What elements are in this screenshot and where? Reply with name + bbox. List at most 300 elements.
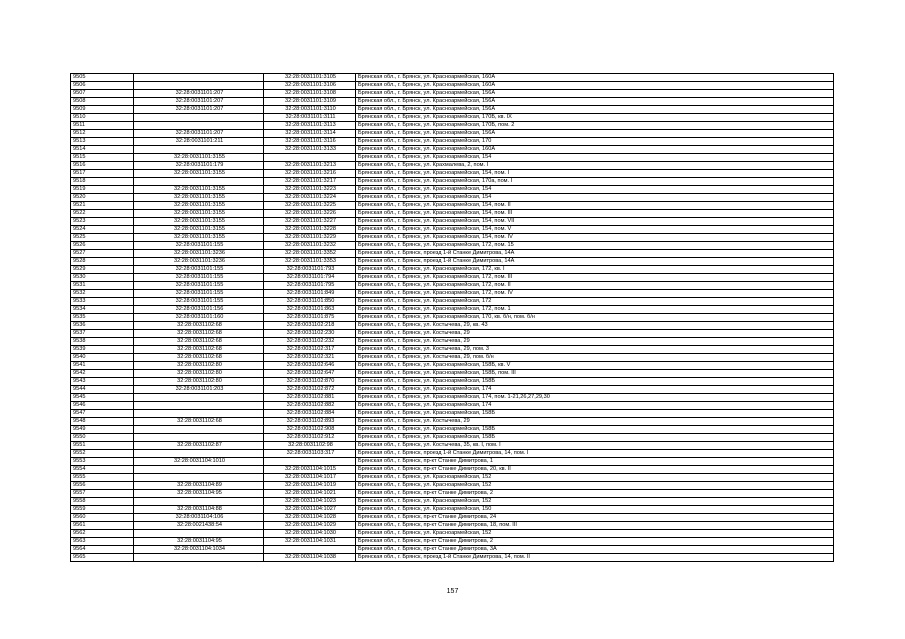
row-number-cell: 9562 (71, 530, 134, 538)
address-cell: Брянская обл., г. Брянск, проезд 1-й Станке Димитрова, 14, пом. II (356, 554, 834, 562)
row-number-cell: 9530 (71, 274, 134, 282)
row-number-cell: 9560 (71, 514, 134, 522)
cadastral-number-cell: 32:28:0031102:882 (264, 402, 356, 410)
cadastral-number-cell: 32:28:0031101:3116 (264, 138, 356, 146)
table-row (71, 74, 834, 82)
table-row (71, 242, 834, 250)
cadastral-number-cell: 32:28:0031104:1038 (264, 554, 356, 562)
parent-cadastral-cell (134, 402, 264, 410)
row-number-cell: 9514 (71, 146, 134, 154)
address-cell: Брянская обл., г. Брянск, ул. Красноармейская, 154, пом. II (356, 202, 834, 210)
address-cell: Брянская обл., г. Брянск, ул. Красноармейская, 158Б, кв. V (356, 362, 834, 370)
cadastral-number-cell: 32:28:0031101:795 (264, 282, 356, 290)
address-cell: Брянская обл., г. Брянск, ул. Красноармейская, 158Б (356, 378, 834, 386)
table-row (71, 314, 834, 322)
table-row (71, 554, 834, 562)
parent-cadastral-cell: 32:28:0031101:160 (134, 314, 264, 322)
row-number-cell: 9521 (71, 202, 134, 210)
cadastral-number-cell: 32:28:0031104:1023 (264, 498, 356, 506)
address-cell: Брянская обл., г. Брянск, ул. Красноармейская, 156А (356, 130, 834, 138)
row-number-cell: 9516 (71, 162, 134, 170)
row-number-cell: 9539 (71, 346, 134, 354)
row-number-cell: 9523 (71, 218, 134, 226)
cadastral-number-cell: 32:28:0031101:3353 (264, 258, 356, 266)
table-row (71, 290, 834, 298)
parent-cadastral-cell: 32:28:0031101:207 (134, 130, 264, 138)
parent-cadastral-cell (134, 146, 264, 154)
row-number-cell: 9528 (71, 258, 134, 266)
parent-cadastral-cell: 32:28:0031102:68 (134, 418, 264, 426)
row-number-cell: 9531 (71, 282, 134, 290)
parent-cadastral-cell: 32:28:0031101:3155 (134, 186, 264, 194)
address-cell: Брянская обл., г. Брянск, ул. Красноармейская, 172, пом. II (356, 282, 834, 290)
cadastral-number-cell: 32:28:0031101:3109 (264, 98, 356, 106)
address-cell: Брянская обл., г. Брянск, ул. Костычева, 29, пом. б/н (356, 354, 834, 362)
cadastral-number-cell: 32:28:0031104:1031 (264, 538, 356, 546)
address-cell: Брянская обл., г. Брянск, ул. Красноармейская, 170Б, пом. 2 (356, 122, 834, 130)
table-row (71, 282, 834, 290)
row-number-cell: 9527 (71, 250, 134, 258)
row-number-cell: 9506 (71, 82, 134, 90)
parent-cadastral-cell: 32:28:0031101:156 (134, 306, 264, 314)
address-cell: Брянская обл., г. Брянск, ул. Красноармейская, 156А (356, 98, 834, 106)
table-row (71, 498, 834, 506)
parent-cadastral-cell: 32:28:0031104:95 (134, 490, 264, 498)
parent-cadastral-cell: 32:28:0031101:3236 (134, 258, 264, 266)
table-row (71, 186, 834, 194)
parent-cadastral-cell (134, 426, 264, 434)
cadastral-number-cell: 32:28:0031101:850 (264, 298, 356, 306)
address-cell: Брянская обл., г. Брянск, ул. Красноармейская, 152 (356, 482, 834, 490)
cadastral-number-cell: 32:28:0031102:893 (264, 418, 356, 426)
parent-cadastral-cell (134, 434, 264, 442)
row-number-cell: 9508 (71, 98, 134, 106)
parent-cadastral-cell: 32:28:0031101:155 (134, 242, 264, 250)
cadastral-number-cell: 32:28:0031102:881 (264, 394, 356, 402)
row-number-cell: 9505 (71, 74, 134, 82)
parent-cadastral-cell: 32:28:0031104:89 (134, 482, 264, 490)
address-cell: Брянская обл., г. Брянск, ул. Красноармейская, 154 (356, 194, 834, 202)
address-cell: Брянская обл., г. Брянск, пр-кт Станке Димитрова, 2 (356, 490, 834, 498)
row-number-cell: 9549 (71, 426, 134, 434)
parent-cadastral-cell: 32:28:0031102:80 (134, 370, 264, 378)
cadastral-number-cell: 32:28:0031102:884 (264, 410, 356, 418)
cadastral-number-cell: 32:28:0031101:875 (264, 314, 356, 322)
table-row (71, 202, 834, 210)
address-cell: Брянская обл., г. Брянск, ул. Красноармейская, 150 (356, 506, 834, 514)
table-row (71, 426, 834, 434)
parent-cadastral-cell: 32:28:0021438:54 (134, 522, 264, 530)
row-number-cell: 9550 (71, 434, 134, 442)
row-number-cell: 9557 (71, 490, 134, 498)
cadastral-number-cell: 32:28:0031101:3111 (264, 114, 356, 122)
parent-cadastral-cell (134, 74, 264, 82)
row-number-cell: 9529 (71, 266, 134, 274)
address-cell: Брянская обл., г. Брянск, пр-кт Станке Димитрова, 24 (356, 514, 834, 522)
address-cell: Брянская обл., г. Брянск, ул. Красноармейская, 152 (356, 474, 834, 482)
address-cell: Брянская обл., г. Брянск, ул. Костычева, 29 (356, 330, 834, 338)
address-cell: Брянская обл., г. Брянск, пр-кт Станке Димитрова, 18, пом. III (356, 522, 834, 530)
cadastral-number-cell: 32:28:0031104:1019 (264, 482, 356, 490)
address-cell: Брянская обл., г. Брянск, ул. Красноармейская, 160А (356, 82, 834, 90)
address-cell: Брянская обл., г. Брянск, проезд 1-й Станке Димитрова, 14, пом. I (356, 450, 834, 458)
table-row (71, 122, 834, 130)
address-cell: Брянская обл., г. Брянск, ул. Красноармейская, 154 (356, 186, 834, 194)
address-cell: Брянская обл., г. Брянск, ул. Красноармейская, 158Б (356, 426, 834, 434)
row-number-cell: 9551 (71, 442, 134, 450)
row-number-cell: 9526 (71, 242, 134, 250)
row-number-cell: 9517 (71, 170, 134, 178)
cadastral-number-cell: 32:28:0031101:3105 (264, 74, 356, 82)
parent-cadastral-cell (134, 554, 264, 562)
row-number-cell: 9556 (71, 482, 134, 490)
parent-cadastral-cell: 32:28:0031102:68 (134, 354, 264, 362)
cadastral-number-cell: 32:28:0031102:232 (264, 338, 356, 346)
cadastral-number-cell: 32:28:0031101:3352 (264, 250, 356, 258)
row-number-cell: 9547 (71, 410, 134, 418)
parent-cadastral-cell: 32:28:0031101:3155 (134, 226, 264, 234)
address-cell: Брянская обл., г. Брянск, ул. Красноармейская, 172, пом. III (356, 274, 834, 282)
parent-cadastral-cell: 32:28:0031102:68 (134, 346, 264, 354)
cadastral-number-cell: 32:28:0031102:872 (264, 386, 356, 394)
table-row (71, 354, 834, 362)
table-row (71, 338, 834, 346)
address-cell: Брянская обл., г. Брянск, ул. Красноармейская, 154, пом. III (356, 210, 834, 218)
table-row (71, 522, 834, 530)
parent-cadastral-cell: 32:28:0031101:207 (134, 106, 264, 114)
table-row (71, 146, 834, 154)
row-number-cell: 9565 (71, 554, 134, 562)
parent-cadastral-cell: 32:28:0031101:155 (134, 266, 264, 274)
table-row (71, 482, 834, 490)
table-row (71, 378, 834, 386)
parent-cadastral-cell: 32:28:0031101:155 (134, 298, 264, 306)
cadastral-number-cell: 32:28:0031102:908 (264, 426, 356, 434)
cadastral-number-cell: 32:28:0031101:3133 (264, 146, 356, 154)
address-cell: Брянская обл., г. Брянск, ул. Красноармейская, 170, кв. б/н, пом. б/н (356, 314, 834, 322)
cadastral-number-cell (264, 154, 356, 162)
parent-cadastral-cell (134, 474, 264, 482)
parent-cadastral-cell: 32:28:0031104:1010 (134, 458, 264, 466)
cadastral-number-cell: 32:28:0031102:647 (264, 370, 356, 378)
parent-cadastral-cell: 32:28:0031104:95 (134, 538, 264, 546)
parent-cadastral-cell (134, 530, 264, 538)
table-row (71, 394, 834, 402)
address-cell: Брянская обл., г. Брянск, проезд 1-й Станке Димитрова, 14А (356, 250, 834, 258)
parent-cadastral-cell: 32:28:0031104:1034 (134, 546, 264, 554)
cadastral-number-cell: 32:28:0031101:3223 (264, 186, 356, 194)
cadastral-number-cell: 32:28:0031101:3216 (264, 170, 356, 178)
address-cell: Брянская обл., г. Брянск, ул. Красноармейская, 154, пом. V (356, 226, 834, 234)
cadastral-number-cell: 32:28:0031101:3227 (264, 218, 356, 226)
cadastral-number-cell: 32:28:0031101:3217 (264, 178, 356, 186)
table-row (71, 490, 834, 498)
parent-cadastral-cell: 32:28:0031101:3155 (134, 170, 264, 178)
table-row (71, 386, 834, 394)
registry-table-body (71, 74, 834, 562)
parent-cadastral-cell: 32:28:0031102:68 (134, 330, 264, 338)
address-cell: Брянская обл., г. Брянск, ул. Красноармейская, 170Б, кв. IX (356, 114, 834, 122)
table-row (71, 218, 834, 226)
row-number-cell: 9532 (71, 290, 134, 298)
row-number-cell: 9561 (71, 522, 134, 530)
address-cell: Брянская обл., г. Брянск, ул. Костычева, 35, кв. I, пом. I (356, 442, 834, 450)
table-row (71, 210, 834, 218)
row-number-cell: 9537 (71, 330, 134, 338)
row-number-cell: 9535 (71, 314, 134, 322)
address-cell: Брянская обл., г. Брянск, ул. Красноармейская, 172 (356, 298, 834, 306)
cadastral-number-cell: 32:28:0031101:3229 (264, 234, 356, 242)
table-row (71, 138, 834, 146)
row-number-cell: 9533 (71, 298, 134, 306)
table-row (71, 306, 834, 314)
address-cell: Брянская обл., г. Брянск, ул. Крахмалева, 2, пом. I (356, 162, 834, 170)
row-number-cell: 9546 (71, 402, 134, 410)
parent-cadastral-cell: 32:28:0031101:3155 (134, 194, 264, 202)
row-number-cell: 9538 (71, 338, 134, 346)
table-row (71, 362, 834, 370)
address-cell: Брянская обл., г. Брянск, ул. Красноармейская, 158Б, пом. III (356, 370, 834, 378)
cadastral-number-cell: 32:28:0031102:230 (264, 330, 356, 338)
parent-cadastral-cell (134, 114, 264, 122)
row-number-cell: 9555 (71, 474, 134, 482)
cadastral-number-cell (264, 458, 356, 466)
row-number-cell: 9544 (71, 386, 134, 394)
cadastral-number-cell: 32:28:0031101:793 (264, 266, 356, 274)
row-number-cell: 9511 (71, 122, 134, 130)
parent-cadastral-cell (134, 178, 264, 186)
cadastral-number-cell: 32:28:0031101:3113 (264, 122, 356, 130)
row-number-cell: 9519 (71, 186, 134, 194)
row-number-cell: 9543 (71, 378, 134, 386)
parent-cadastral-cell: 32:28:0031101:3155 (134, 154, 264, 162)
cadastral-number-cell: 32:28:0031102:646 (264, 362, 356, 370)
row-number-cell: 9522 (71, 210, 134, 218)
table-row (71, 114, 834, 122)
table-row (71, 346, 834, 354)
address-cell: Брянская обл., г. Брянск, ул. Красноармейская, 160А (356, 74, 834, 82)
address-cell: Брянская обл., г. Брянск, пр-кт Станке Димитрова, 20, кв. II (356, 466, 834, 474)
parent-cadastral-cell: 32:28:0031101:3236 (134, 250, 264, 258)
cadastral-number-cell: 32:28:0031101:3106 (264, 82, 356, 90)
row-number-cell: 9513 (71, 138, 134, 146)
parent-cadastral-cell: 32:28:0031104:88 (134, 506, 264, 514)
table-row (71, 234, 834, 242)
address-cell: Брянская обл., г. Брянск, ул. Красноармейская, 158Б (356, 410, 834, 418)
table-row (71, 442, 834, 450)
address-cell: Брянская обл., г. Брянск, ул. Красноармейская, 158Б (356, 434, 834, 442)
table-row (71, 538, 834, 546)
parent-cadastral-cell: 32:28:0031101:155 (134, 274, 264, 282)
row-number-cell: 9540 (71, 354, 134, 362)
table-row (71, 226, 834, 234)
page-number: 157 (446, 588, 459, 595)
address-cell: Брянская обл., г. Брянск, ул. Костычева, 29, пом. 3 (356, 346, 834, 354)
row-number-cell: 9525 (71, 234, 134, 242)
cadastral-number-cell: 32:28:0031102:317 (264, 346, 356, 354)
cadastral-number-cell: 32:28:0031103:317 (264, 450, 356, 458)
row-number-cell: 9564 (71, 546, 134, 554)
parent-cadastral-cell: 32:28:0031101:3155 (134, 234, 264, 242)
parent-cadastral-cell (134, 394, 264, 402)
row-number-cell: 9541 (71, 362, 134, 370)
table-row (71, 154, 834, 162)
parent-cadastral-cell (134, 82, 264, 90)
parent-cadastral-cell (134, 466, 264, 474)
table-row (71, 330, 834, 338)
address-cell: Брянская обл., г. Брянск, ул. Красноармейская, 170 (356, 138, 834, 146)
table-row (71, 90, 834, 98)
table-row (71, 250, 834, 258)
cadastral-number-cell: 32:28:0031104:1021 (264, 490, 356, 498)
cadastral-number-cell: 32:28:0031101:3226 (264, 210, 356, 218)
cadastral-number-cell: 32:28:0031104:1017 (264, 474, 356, 482)
table-row (71, 178, 834, 186)
parent-cadastral-cell: 32:28:0031102:87 (134, 442, 264, 450)
address-cell: Брянская обл., г. Брянск, ул. Красноармейская, 172, пом. 1 (356, 306, 834, 314)
cadastral-number-cell (264, 546, 356, 554)
address-cell: Брянская обл., г. Брянск, ул. Красноармейская, 154, пом. IV (356, 234, 834, 242)
table-row (71, 274, 834, 282)
table-row (71, 546, 834, 554)
address-cell: Брянская обл., г. Брянск, ул. Костычева, 29, кв. 43 (356, 322, 834, 330)
table-row (71, 266, 834, 274)
row-number-cell: 9536 (71, 322, 134, 330)
address-cell: Брянская обл., г. Брянск, ул. Красноармейская, 174 (356, 386, 834, 394)
cadastral-number-cell: 32:28:0031102:218 (264, 322, 356, 330)
row-number-cell: 9545 (71, 394, 134, 402)
address-cell: Брянская обл., г. Брянск, ул. Красноармейская, 152 (356, 530, 834, 538)
row-number-cell: 9518 (71, 178, 134, 186)
address-cell: Брянская обл., г. Брянск, ул. Красноармейская, 172, кв. I (356, 266, 834, 274)
row-number-cell: 9515 (71, 154, 134, 162)
row-number-cell: 9548 (71, 418, 134, 426)
address-cell: Брянская обл., г. Брянск, пр-кт Станке Димитрова, 3А (356, 546, 834, 554)
cadastral-number-cell: 32:28:0031101:3225 (264, 202, 356, 210)
cadastral-number-cell: 32:28:0031101:3224 (264, 194, 356, 202)
row-number-cell: 9510 (71, 114, 134, 122)
table-row (71, 322, 834, 330)
cadastral-number-cell: 32:28:0031102:321 (264, 354, 356, 362)
parent-cadastral-cell: 32:28:0031102:68 (134, 338, 264, 346)
table-row (71, 514, 834, 522)
address-cell: Брянская обл., г. Брянск, ул. Красноармейская, 154, пом. I (356, 170, 834, 178)
table-row (71, 402, 834, 410)
registry-table (70, 73, 834, 562)
address-cell: Брянская обл., г. Брянск, ул. Красноармейская, 154 (356, 154, 834, 162)
address-cell: Брянская обл., г. Брянск, ул. Красноармейская, 174, пом. 1-21,26,27,29,30 (356, 394, 834, 402)
parent-cadastral-cell (134, 410, 264, 418)
table-row (71, 98, 834, 106)
table-row (71, 370, 834, 378)
parent-cadastral-cell: 32:28:0031101:3155 (134, 218, 264, 226)
table-row (71, 410, 834, 418)
row-number-cell: 9509 (71, 106, 134, 114)
table-row (71, 530, 834, 538)
parent-cadastral-cell: 32:28:0031101:3155 (134, 210, 264, 218)
address-cell: Брянская обл., г. Брянск, ул. Красноармейская, 156А (356, 90, 834, 98)
cadastral-number-cell: 32:28:0031104:1030 (264, 530, 356, 538)
row-number-cell: 9534 (71, 306, 134, 314)
cadastral-number-cell: 32:28:0031101:3213 (264, 162, 356, 170)
address-cell: Брянская обл., г. Брянск, ул. Красноармейская, 156А (356, 106, 834, 114)
cadastral-number-cell: 32:28:0031101:3108 (264, 90, 356, 98)
cadastral-number-cell: 32:28:0031104:1015 (264, 466, 356, 474)
table-row (71, 506, 834, 514)
parent-cadastral-cell: 32:28:0031102:80 (134, 378, 264, 386)
cadastral-number-cell: 32:28:0031104:1028 (264, 514, 356, 522)
address-cell: Брянская обл., г. Брянск, ул. Красноармейская, 174 (356, 402, 834, 410)
parent-cadastral-cell: 32:28:0031101:179 (134, 162, 264, 170)
address-cell: Брянская обл., г. Брянск, ул. Красноармейская, 172, пом. IV (356, 290, 834, 298)
row-number-cell: 9524 (71, 226, 134, 234)
address-cell: Брянская обл., г. Брянск, ул. Красноармейская, 154, пом. VII (356, 218, 834, 226)
cadastral-number-cell: 32:28:0031101:849 (264, 290, 356, 298)
parent-cadastral-cell: 32:28:0031102:80 (134, 362, 264, 370)
table-row (71, 298, 834, 306)
parent-cadastral-cell (134, 122, 264, 130)
parent-cadastral-cell: 32:28:0031101:155 (134, 290, 264, 298)
parent-cadastral-cell: 32:28:0031101:207 (134, 90, 264, 98)
address-cell: Брянская обл., г. Брянск, ул. Костычева, 29 (356, 418, 834, 426)
cadastral-number-cell: 32:28:0031101:3232 (264, 242, 356, 250)
row-number-cell: 9512 (71, 130, 134, 138)
row-number-cell: 9558 (71, 498, 134, 506)
table-row (71, 106, 834, 114)
row-number-cell: 9554 (71, 466, 134, 474)
table-row (71, 450, 834, 458)
table-row (71, 458, 834, 466)
parent-cadastral-cell (134, 450, 264, 458)
table-row (71, 82, 834, 90)
cadastral-number-cell: 32:28:0031101:3228 (264, 226, 356, 234)
row-number-cell: 9553 (71, 458, 134, 466)
row-number-cell: 9559 (71, 506, 134, 514)
parent-cadastral-cell: 32:28:0031101:155 (134, 282, 264, 290)
cadastral-number-cell: 32:28:0031101:863 (264, 306, 356, 314)
address-cell: Брянская обл., г. Брянск, пр-кт Станке Димитрова, 2 (356, 538, 834, 546)
table-row (71, 130, 834, 138)
address-cell: Брянская обл., г. Брянск, ул. Красноармейская, 170а, пом. I (356, 178, 834, 186)
table-row (71, 474, 834, 482)
address-cell: Брянская обл., г. Брянск, ул. Костычева, 29 (356, 338, 834, 346)
address-cell: Брянская обл., г. Брянск, ул. Красноармейская, 172, пом. 15 (356, 242, 834, 250)
cadastral-number-cell: 32:28:0031102:870 (264, 378, 356, 386)
cadastral-number-cell: 32:28:0031101:3114 (264, 130, 356, 138)
table-row (71, 434, 834, 442)
cadastral-number-cell: 32:28:0031102:912 (264, 434, 356, 442)
parent-cadastral-cell: 32:28:0031101:207 (134, 98, 264, 106)
address-cell: Брянская обл., г. Брянск, ул. Красноармейская, 160А (356, 146, 834, 154)
address-cell: Брянская обл., г. Брянск, ул. Красноармейская, 152 (356, 498, 834, 506)
cadastral-number-cell: 32:28:0031101:794 (264, 274, 356, 282)
parent-cadastral-cell: 32:28:0031104:106 (134, 514, 264, 522)
parent-cadastral-cell: 32:28:0031101:3155 (134, 202, 264, 210)
table-row (71, 170, 834, 178)
row-number-cell: 9552 (71, 450, 134, 458)
row-number-cell: 9520 (71, 194, 134, 202)
row-number-cell: 9542 (71, 370, 134, 378)
table-row (71, 418, 834, 426)
parent-cadastral-cell (134, 498, 264, 506)
cadastral-number-cell: 32:28:0031102:98 (264, 442, 356, 450)
address-cell: Брянская обл., г. Брянск, проезд 1-й Станке Димитрова, 14А (356, 258, 834, 266)
table-row (71, 258, 834, 266)
cadastral-number-cell: 32:28:0031101:3110 (264, 106, 356, 114)
parent-cadastral-cell: 32:28:0031102:68 (134, 322, 264, 330)
address-cell: Брянская обл., г. Брянск, пр-кт Станке Димитрова, 1 (356, 458, 834, 466)
cadastral-number-cell: 32:28:0031104:1027 (264, 506, 356, 514)
